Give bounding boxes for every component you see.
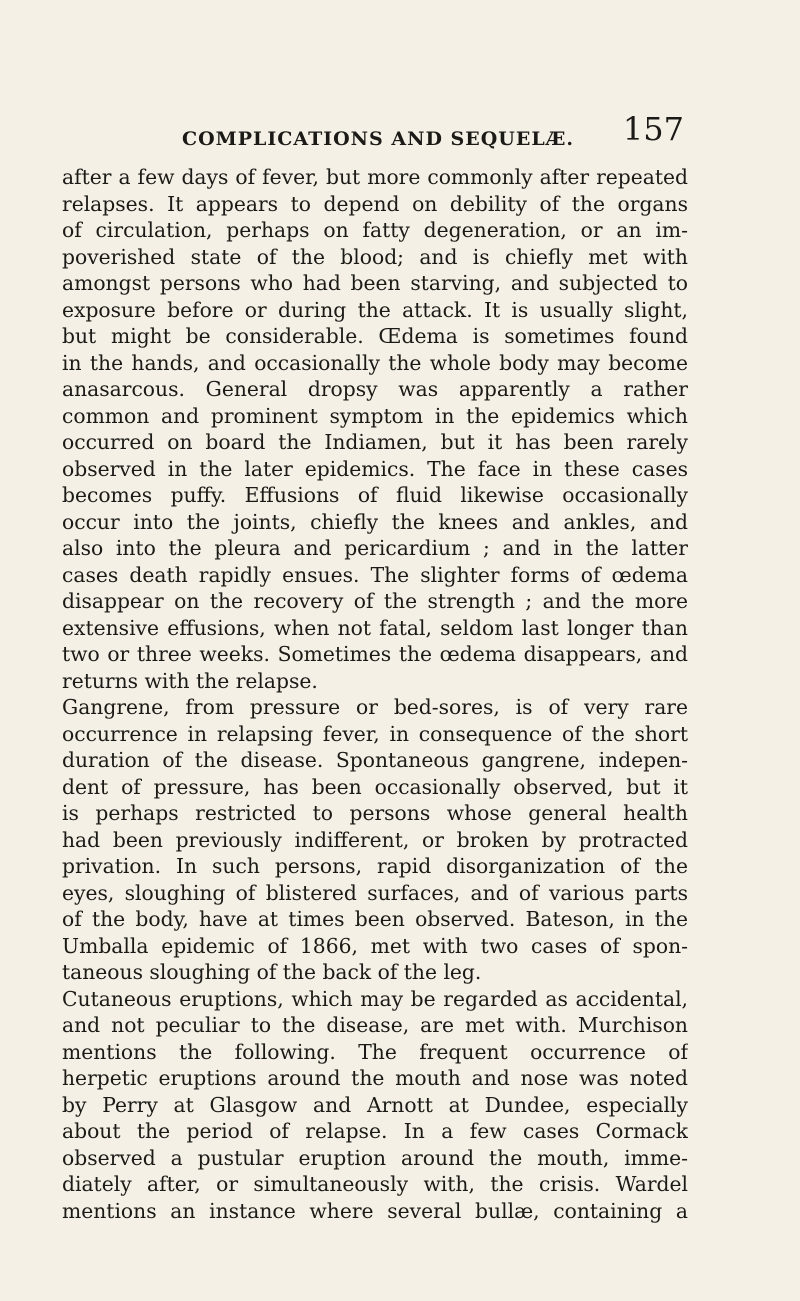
- text-line: dent of pressure, has been occasionally observed, but it: [62, 774, 688, 799]
- text-line: relapses. It appears to depend on debility of the organs: [62, 191, 688, 216]
- text-line: occurrence in relapsing fever, in consequence of the short: [62, 721, 688, 746]
- text-line: after a few days of fever, but more commonly after repeated: [62, 165, 688, 189]
- text-line: is perhaps restricted to persons whose general health: [62, 801, 688, 825]
- text-line: becomes puffy. Effusions of fluid likewise occasionally: [62, 483, 688, 507]
- text-line: of the body, have at times been observed. Bateson, in the: [62, 907, 688, 931]
- page-number: 157: [622, 110, 684, 148]
- text-line: occurred on board the Indiamen, but it has been rarely: [62, 430, 688, 454]
- text-line: but might be considerable. Œdema is sometimes found: [62, 324, 688, 348]
- text-line: observed in the later epidemics. The face in these cases: [62, 456, 688, 481]
- text-line: two or three weeks. Sometimes the œdema disappears, and: [62, 642, 688, 666]
- text-line: privation. In such persons, rapid disorganization of the: [62, 854, 688, 878]
- text-line: about the period of relapse. In a few cases Cormack: [62, 1119, 688, 1143]
- text-line: Umballa epidemic of 1866, met with two cases of spon-: [62, 933, 688, 958]
- text-line: disappear on the recovery of the strength ; and the more: [62, 589, 688, 613]
- text-line: occur into the joints, chiefly the knees and ankles, and: [62, 509, 688, 534]
- text-line: eyes, sloughing of blistered surfaces, and of various parts: [62, 880, 688, 905]
- text-line: Gangrene, from pressure or bed-sores, is of very rare: [62, 695, 688, 719]
- text-line: mentions an instance where several bullæ, containing a: [62, 1198, 688, 1223]
- text-line: observed a pustular eruption around the mouth, imme-: [62, 1145, 688, 1170]
- text-line: amongst persons who had been starving, and subjected to: [62, 271, 688, 295]
- text-line: in the hands, and occasionally the whole body may become: [62, 350, 688, 375]
- paragraph-end-line: returns with the relapse.: [62, 668, 318, 693]
- text-line: had been previously indifferent, or broken by protracted: [62, 827, 688, 852]
- text-line: herpetic eruptions around the mouth and nose was noted: [62, 1066, 688, 1090]
- paragraph-end-line: taneous sloughing of the back of the leg.: [62, 960, 482, 984]
- body-text: [62, 164, 688, 1224]
- text-line: and not peculiar to the disease, are met with. Murchison: [62, 1013, 688, 1037]
- text-line: diately after, or simultaneously with, the crisis. Wardel: [62, 1172, 688, 1196]
- running-head: [182, 110, 684, 150]
- text-line: mentions the following. The frequent occurrence of: [62, 1039, 688, 1064]
- text-line: of circulation, perhaps on fatty degeneration, or an im-: [62, 218, 688, 242]
- text-line: also into the pleura and pericardium ; and in the latter: [62, 536, 688, 560]
- text-line: duration of the disease. Spontaneous gangrene, indepen-: [62, 748, 688, 772]
- text-line: by Perry at Glasgow and Arnott at Dundee, especially: [62, 1092, 688, 1117]
- text-line: cases death rapidly ensues. The slighter forms of œdema: [62, 562, 688, 587]
- chapter-running-title: COMPLICATIONS AND SEQUELÆ.: [182, 128, 574, 150]
- text-line: exposure before or during the attack. It is usually slight,: [62, 297, 688, 322]
- text-line: extensive effusions, when not fatal, seldom last longer than: [62, 615, 688, 640]
- text-line: common and prominent symptom in the epidemics which: [62, 403, 688, 428]
- text-line: anasarcous. General dropsy was apparently a rather: [62, 377, 688, 401]
- text-line: Cutaneous eruptions, which may be regarded as accidental,: [62, 986, 688, 1011]
- text-line: poverished state of the blood; and is chiefly met with: [62, 244, 688, 269]
